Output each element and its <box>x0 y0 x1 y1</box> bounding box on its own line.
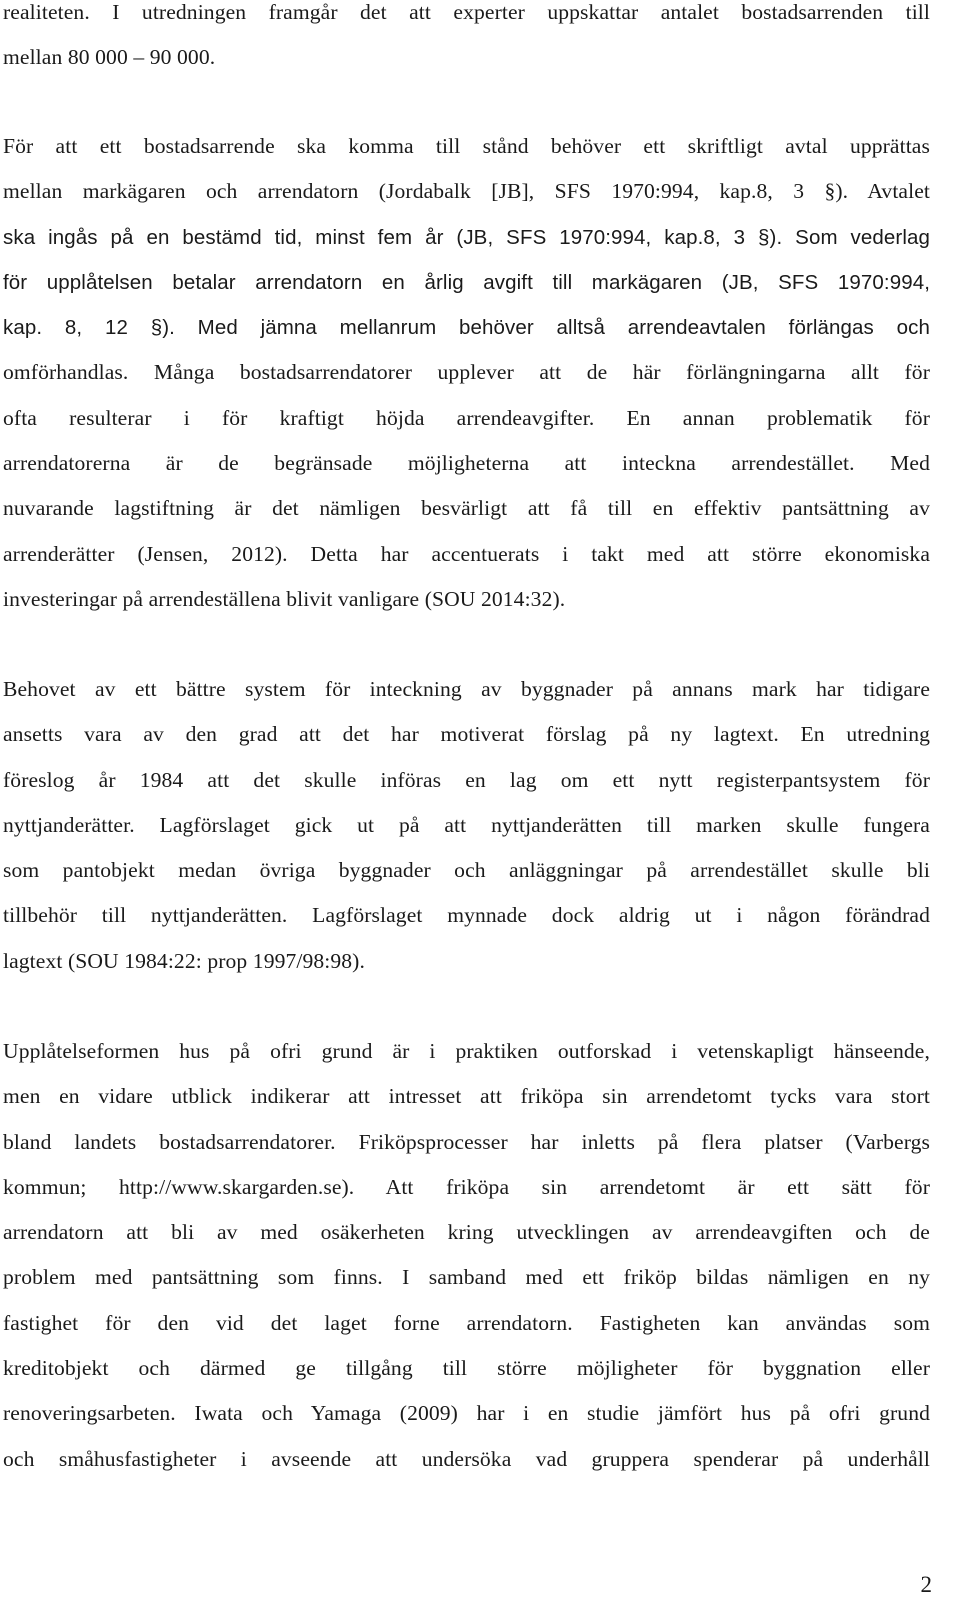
paragraph-2 <box>3 124 930 622</box>
paragraph-1 <box>3 0 930 81</box>
text-line: mellan 80 000 – 90 000. <box>3 45 216 70</box>
text-line: fastighet för den vid det laget forne arrendatorn. Fastigheten kan användas som <box>3 1310 930 1335</box>
text-line: men en vidare utblick indikerar att intresset att friköpa sin arrendetomt tycks vara stort <box>3 1084 930 1109</box>
text-line: tillbehör till nyttjanderätten. Lagförslaget mynnade dock aldrig ut i någon förändrad <box>3 903 930 928</box>
text-line: kreditobjekt och därmed ge tillgång till större möjligheter för byggnation eller <box>3 1356 930 1381</box>
paragraph-4 <box>3 1029 930 1482</box>
text-line: renoveringsarbeten. Iwata och Yamaga (2009) har i en studie jämfört hus på ofri grund <box>3 1401 930 1426</box>
text-line: Behovet av ett bättre system för inteckning av byggnader på annans mark har tidigare <box>3 677 930 701</box>
text-line: mellan markägaren och arrendatorn (Jordabalk [JB], SFS 1970:994, kap.8, 3 §). Avtalet <box>3 179 930 204</box>
text-line: föreslog år 1984 att det skulle införas en lag om ett nytt registerpantsystem för <box>3 767 930 792</box>
text-line: problem med pantsättning som finns. I samband med ett friköp bildas nämligen en ny <box>3 1265 930 1290</box>
text-line: investeringar på arrendeställena blivit vanligare (SOU 2014:32). <box>3 586 566 611</box>
text-line: och småhusfastigheter i avseende att undersöka vad gruppera spenderar på underhåll <box>3 1446 930 1471</box>
page-number: 2 <box>920 1572 932 1597</box>
text-line: nuvarande lagstiftning är det nämligen besvärligt att få till en effektiv pantsättning av <box>3 496 930 521</box>
text-line: nyttjanderätter. Lagförslaget gick ut på att nyttjanderätten till marken skulle fungera <box>3 812 930 837</box>
text-line: arrenderätter (Jensen, 2012). Detta har accentuerats i takt med att större ekonomiska <box>3 541 930 566</box>
text-line: omförhandlas. Många bostadsarrendatorer upplever att de här förlängningarna allt för <box>3 360 930 385</box>
text-line: ofta resulterar i för kraftigt höjda arrendeavgifter. En annan problematik för <box>3 405 930 430</box>
text-line: realiteten. I utredningen framgår det att experter uppskattar antalet bostadsarrenden till <box>3 0 930 24</box>
text-line: Upplåtelseformen hus på ofri grund är i praktiken outforskad i vetenskapligt hänseende, <box>3 1039 930 1063</box>
text-line: för upplåtelsen betalar arrendatorn en årlig avgift till markägaren (JB, SFS 1970:994, <box>3 270 930 294</box>
text-line: För att ett bostadsarrende ska komma till stånd behöver ett skriftligt avtal upprättas <box>3 134 930 158</box>
text-line: ansetts vara av den grad att det har motiverat förslag på ny lagtext. En utredning <box>3 722 930 747</box>
paragraph-3 <box>3 667 930 984</box>
text-line: arrendatorerna är de begränsade möjligheterna att inteckna arrendestället. Med <box>3 451 930 476</box>
text-line: som pantobjekt medan övriga byggnader och anläggningar på arrendestället skulle bli <box>3 858 930 883</box>
text-line: lagtext (SOU 1984:22: prop 1997/98:98). <box>3 948 365 973</box>
text-line: bland landets bostadsarrendatorer. Friköpsprocesser har inletts på flera platser (Varbergs <box>3 1129 930 1154</box>
text-line: arrendatorn att bli av med osäkerheten kring utvecklingen av arrendeavgiften och de <box>3 1220 930 1245</box>
text-line: kap. 8, 12 §). Med jämna mellanrum behöver alltså arrendeavtalen förlängas och <box>3 316 930 340</box>
text-line: kommun; http://www.skargarden.se). Att friköpa sin arrendetomt är ett sätt för <box>3 1174 930 1199</box>
text-line: ska ingås på en bestämd tid, minst fem år (JB, SFS 1970:994, kap.8, 3 §). Som vederlag <box>3 225 930 249</box>
